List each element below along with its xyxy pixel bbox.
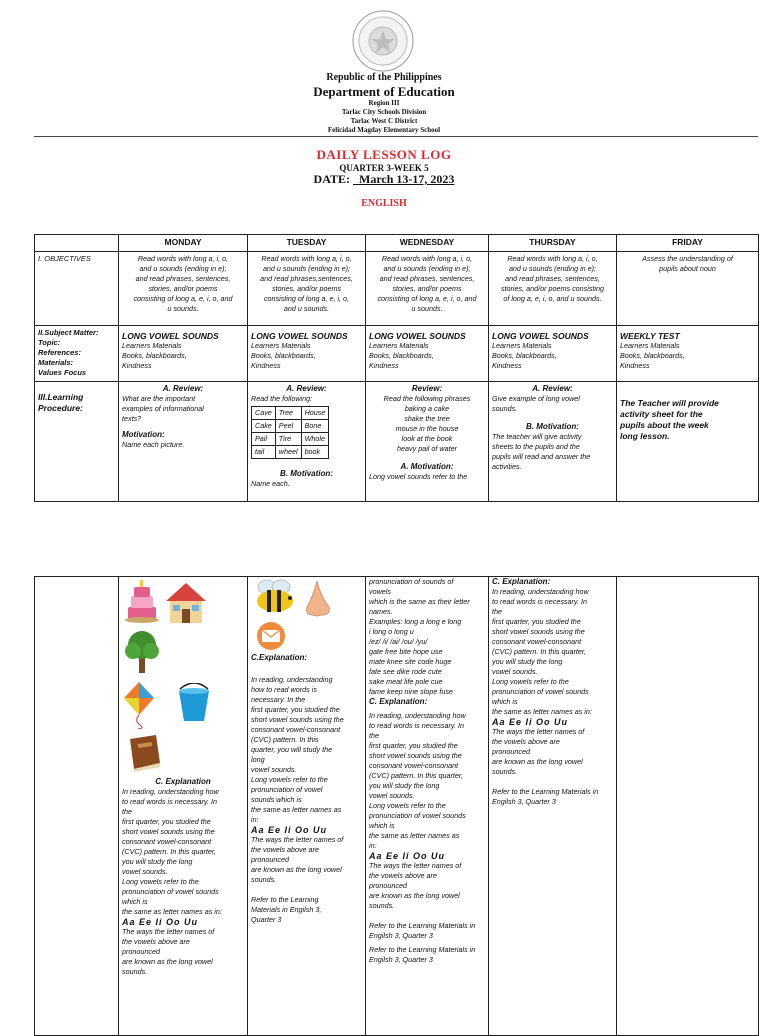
republic-heading: Republic of the Philippines — [326, 72, 442, 83]
lesson-table-upper — [34, 234, 759, 502]
day-header: WEDNESDAY — [366, 235, 489, 252]
procedure-thursday: A. Review: Give example of long vowel sounds. B. Motivation: The teacher will give activity sheets to the pupils and the pupils will read and answer the activities. — [489, 382, 617, 502]
picture-group — [122, 577, 244, 777]
date-label: DATE: — [313, 172, 350, 186]
objective-tuesday: Read words with long a, i, o, and u sounds (ending in e); and read phrases,sentences, stories, and/or poems consisting of long a, e, i, o, and u sounds. — [248, 252, 366, 326]
day-header-row — [35, 235, 759, 252]
kite-icon — [122, 681, 156, 729]
explanation-monday: C. Explanation In reading, understanding how to read words is necessary. In the first quarter, you studied the short vowel sounds using the consonant vowel-consonant (CVC) pattern. In this quarter, you will study the long vowel sounds. Long vowels refer to the pronunciation of vowel sounds which is the same as letter names as in: Aa Ee Ii Oo Uu The ways the letter names of the vowels above are pronounced are known as the long vowel sounds. — [119, 577, 248, 1036]
procedure-wednesday: Review: Read the following phrases baking a cake shake the tree mouse in the house look at the book heavy pail of water A. Motivation: Long vowel sounds refer to the — [366, 382, 489, 502]
subject-wednesday: LONG VOWEL SOUNDS Learners Materials Books, blackboards, Kindness — [366, 326, 489, 382]
log-title: DAILY LESSON LOG — [316, 147, 452, 162]
date-value: March 13-17, 2023 — [359, 172, 455, 186]
bee-icon — [253, 579, 297, 615]
objective-thursday: Read words with long a, i, o, and u sounds (ending in e); and read phrases, sentences, stories, and/or poems consisting of long a, e, i, o, and u sounds. — [489, 252, 617, 326]
subject-thursday: LONG VOWEL SOUNDS Learners Materials Books, blackboards, Kindness — [489, 326, 617, 382]
school-text: Felicidad Magday Elementary School — [327, 126, 441, 134]
subject-friday: WEEKLY TEST Learners Materials Books, blackboards, Kindness — [617, 326, 759, 382]
explanation-wednesday: pronunciation of sounds of vowels which is the same as their letter names. Examples: long a long e long i long o long u /ez/ /i/ /ai/ /ou/ /yu/ gate free bite hope use mate knee site code huge fate see dike rode cute sake meat life pole cue fame keep nine slope fuse C. Explanation: In reading, understanding how to read words is necessary. In the first quarter, you studied the short vowel sounds using the consonant vowel-consonant (CVC) pattern. In this quarter, you will study the long vowel sounds. Long vowels refer to the pronunciation of vowel sounds which is the same as letter names as in: Aa Ee Ii Oo Uu The ways the letter names of the vowels above are pronounced are known as the long vowel sounds. Refer to the Learning Materials in Engilsh 3, Quarter 3 Refer to the Learning Materials in Engilsh 3, Quarter 3 — [366, 577, 489, 1036]
date-line — [0, 172, 768, 187]
procedure-label: III.Learning Procedure: — [35, 382, 119, 502]
day-header: FRIDAY — [617, 235, 759, 252]
blank-friday-cell — [617, 577, 759, 1036]
tree-icon — [124, 629, 160, 675]
department-heading: Department of Education — [313, 84, 455, 99]
subject-tuesday: LONG VOWEL SOUNDS Learners Materials Books, blackboards, Kindness — [248, 326, 366, 382]
pail-icon — [174, 683, 214, 723]
objectives-label: I. OBJECTIVES — [35, 252, 119, 326]
subject-monday: LONG VOWEL SOUNDS Learners Materials Books, blackboards, Kindness — [119, 326, 248, 382]
nose-icon — [303, 579, 333, 619]
subject-matter-label: II.Subject Matter: Topic: References: Materials: Values Focus — [35, 326, 119, 382]
explanation-tuesday: C.Explanation: In reading, understanding how to read words is necessary. In the first quarter, you studied the short vowel sounds using the consonant vowel-consonant (CVC) pattern. In this quarter, you will study the long vowel sounds. Long vowels refer to the pronunciation of vowel sounds which is the same as letter names as in: Aa Ee Ii Oo Uu The ways the letter names of the vowels above are pronounced are known as the long vowel sounds. Refer to the Learning Materials in Engilsh 3, Quarter 3 — [248, 577, 366, 1036]
procedure-tuesday: A. Review: Read the following: Cave Tree House Cake Peel Bone Pail Tire Whole tail wheel book B. Motivation: Name each. — [248, 382, 366, 502]
objective-friday: Assess the understanding of pupils about noun — [617, 252, 759, 326]
day-header: TUESDAY — [248, 235, 366, 252]
procedure-row — [35, 382, 759, 502]
word-table: Cave Tree House Cake Peel Bone Pail Tire Whole tail wheel book — [251, 406, 329, 459]
district-text: Tarlac West C District — [350, 117, 418, 125]
review-heading: A. Review: — [162, 384, 204, 393]
house-icon — [164, 581, 208, 625]
header-divider — [34, 136, 758, 137]
lesson-table-lower — [34, 576, 759, 1036]
objectives-row — [35, 252, 759, 326]
book-icon — [124, 733, 164, 773]
subject-heading: ENGLISH — [361, 198, 407, 209]
region-text: Region III — [368, 99, 400, 107]
objective-wednesday: Read words with long a, i, o, and u sounds (ending in e); and read phrases, sentences, stories, and/or poems consisting of long a, e, i, o, and u sounds. — [366, 252, 489, 326]
day-header: MONDAY — [119, 235, 248, 252]
procedure-friday: The Teacher will provide activity sheet for the pupils about the week long lesson. — [617, 382, 759, 502]
division-text: Tarlac City Schools Division — [341, 108, 427, 116]
cake-icon — [124, 579, 160, 623]
explanation-row — [35, 577, 759, 1036]
blank-header — [35, 235, 119, 252]
blank-cell — [35, 577, 119, 1036]
explanation-thursday: C. Explanation: In reading, understanding how to read words is necessary. In the first quarter, you studied the short vowel sounds using the consonant vowel-consonant (CVC) pattern. In this quarter, you will study the long vowel sounds. Long vowels refer to the pronunciation of vowel sounds which is the same as letter names as in: Aa Ee Ii Oo Uu The ways the letter names of the vowels above are pronounced are known as the long vowel sounds. Refer to the Learning Materials in Engilsh 3, Quarter 3 — [489, 577, 617, 1036]
quarter-text: QUARTER 3-WEEK 5 — [339, 163, 429, 173]
picture-group — [251, 577, 362, 653]
day-header: THURSDAY — [489, 235, 617, 252]
deped-seal-icon — [352, 10, 414, 72]
envelope-icon — [255, 621, 287, 651]
procedure-monday: A. Review: What are the important examples of informational texts? Motivation: Name each picture. — [119, 382, 248, 502]
objective-monday: Read words with long a, i, o, and u sounds (ending in e); and read phrases, sentences, stories, and/or poems consisting of long a, e, i, o, and u sounds. — [119, 252, 248, 326]
subject-matter-row — [35, 326, 759, 382]
